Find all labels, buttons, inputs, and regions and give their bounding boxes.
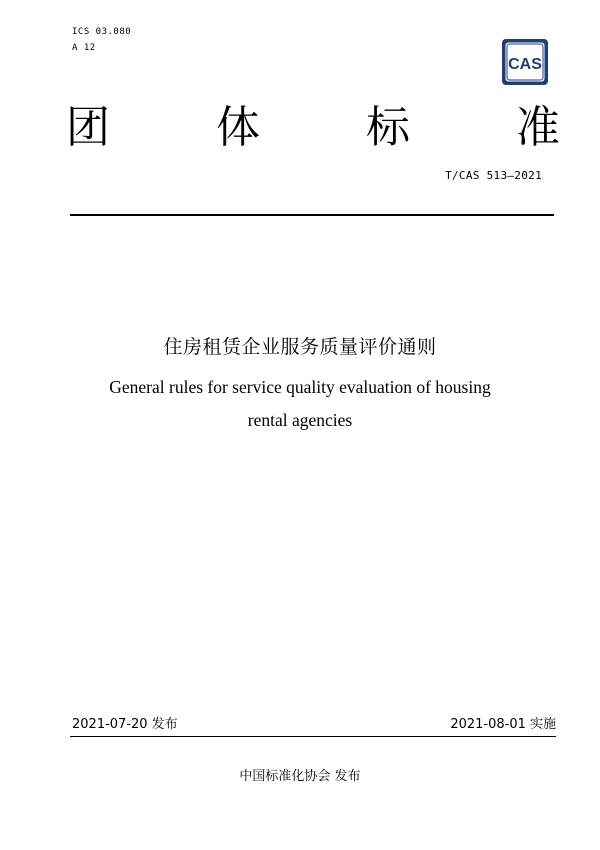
document-type-title [66, 100, 560, 156]
document-type-char: 标 [366, 102, 410, 153]
issue-date: 2021-07-20 发布 [72, 717, 178, 732]
title-english-line1: General rules for service quality evaluation of housing [109, 377, 491, 397]
document-type-char: 准 [516, 102, 560, 153]
cas-logo-text: CAS [508, 56, 542, 73]
ccs-code: A 12 [72, 43, 96, 53]
cas-logo-icon [500, 37, 550, 87]
bottom-divider [70, 736, 556, 737]
title-english-line2: rental agencies [247, 410, 353, 430]
standard-number: T/CAS 513—2021 [445, 169, 542, 182]
document-type-char: 团 [66, 102, 110, 153]
title-chinese: 住房租赁企业服务质量评价通则 [163, 336, 437, 358]
publisher: 中国标准化协会 发布 [239, 769, 361, 784]
document-type-char: 体 [216, 102, 260, 153]
implementation-date: 2021-08-01 实施 [450, 717, 556, 732]
top-divider [70, 214, 554, 216]
ics-code: ICS 03.080 [72, 27, 132, 37]
